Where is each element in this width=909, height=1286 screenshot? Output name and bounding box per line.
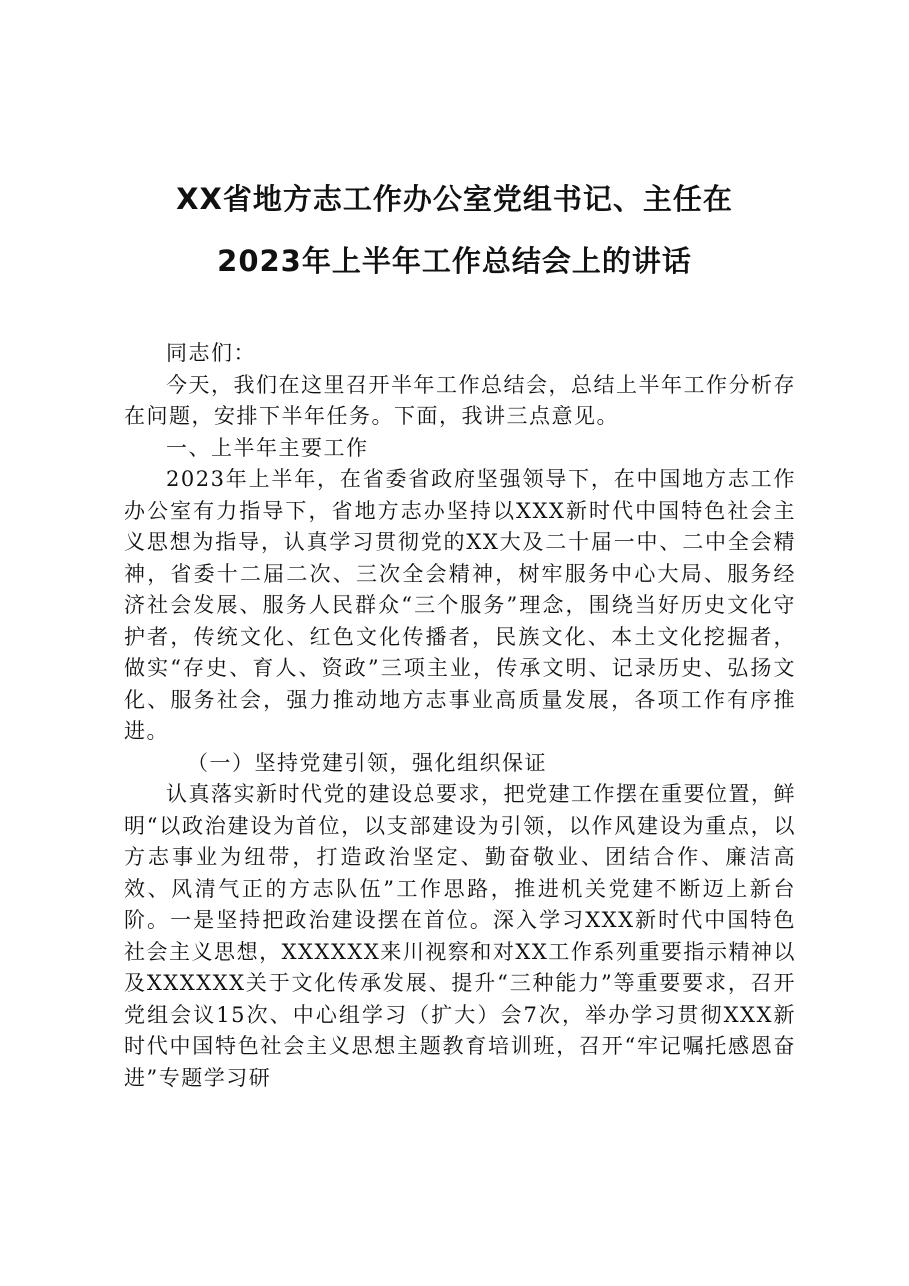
document-title <box>0 182 909 278</box>
subsection-heading: （一）坚持党建引领，强化组织保证 <box>187 750 547 775</box>
salutation: 同志们： <box>166 341 256 365</box>
section-paragraph: 2023年上半年，在省委省政府坚强领导下，在中国地方志工作办公室有力指导下，省地方志办坚持以XXX新时代中国特色社会主义思想为指导，认真学习贯彻党的XX大及二十届一中、二中全会精神，省委十二届二次、三次全会精神，树牢服务中心大局、服务经济社会发展、服务人民群众“三个服务”理念，围绕当好历史文化守护者，传统文化、红色文化传播者，民族文化、本土文化挖掘者，做实“存史、育人、资政”三项主业，传承文明、记录历史、弘扬文化、服务社会，强力推动地方志事业高质量发展，各项工作有序推进。 <box>124 467 796 743</box>
subsection-paragraph: 认真落实新时代党的建设总要求，把党建工作摆在重要位置，鲜明“以政治建设为首位，以支部建设为引领，以作风建设为重点，以方志事业为纽带，打造政治坚定、勤奋敬业、团结合作、廉洁高效、风清气正的方志队伍”工作思路，推进机关党建不断迈上新台阶。一是坚持把政治建设摆在首位。深入学习XXX新时代中国特色社会主义思想，XXXXXX来川视察和对XX工作系列重要指示精神以及XXXXXX关于文化传承发展、提升“三种能力”等重要要求，召开党组会议15次、中心组学习（扩大）会7次，举办学习贯彻XXX新时代中国特色社会主义思想主题教育培训班，召开“牢记嘱托感恩奋进”专题学习研 <box>124 782 796 1090</box>
section-heading: 一、上半年主要工作 <box>166 435 369 460</box>
document-body <box>124 338 796 1094</box>
intro-paragraph: 今天，我们在这里召开半年工作总结会，总结上半年工作分析存在问题，安排下半年任务。下面，我讲三点意见。 <box>124 372 796 428</box>
title-line-2: 2023年上半年工作总结会上的讲话 <box>217 244 692 278</box>
title-line-1: XX省地方志工作办公室党组书记、主任在 <box>176 182 733 216</box>
